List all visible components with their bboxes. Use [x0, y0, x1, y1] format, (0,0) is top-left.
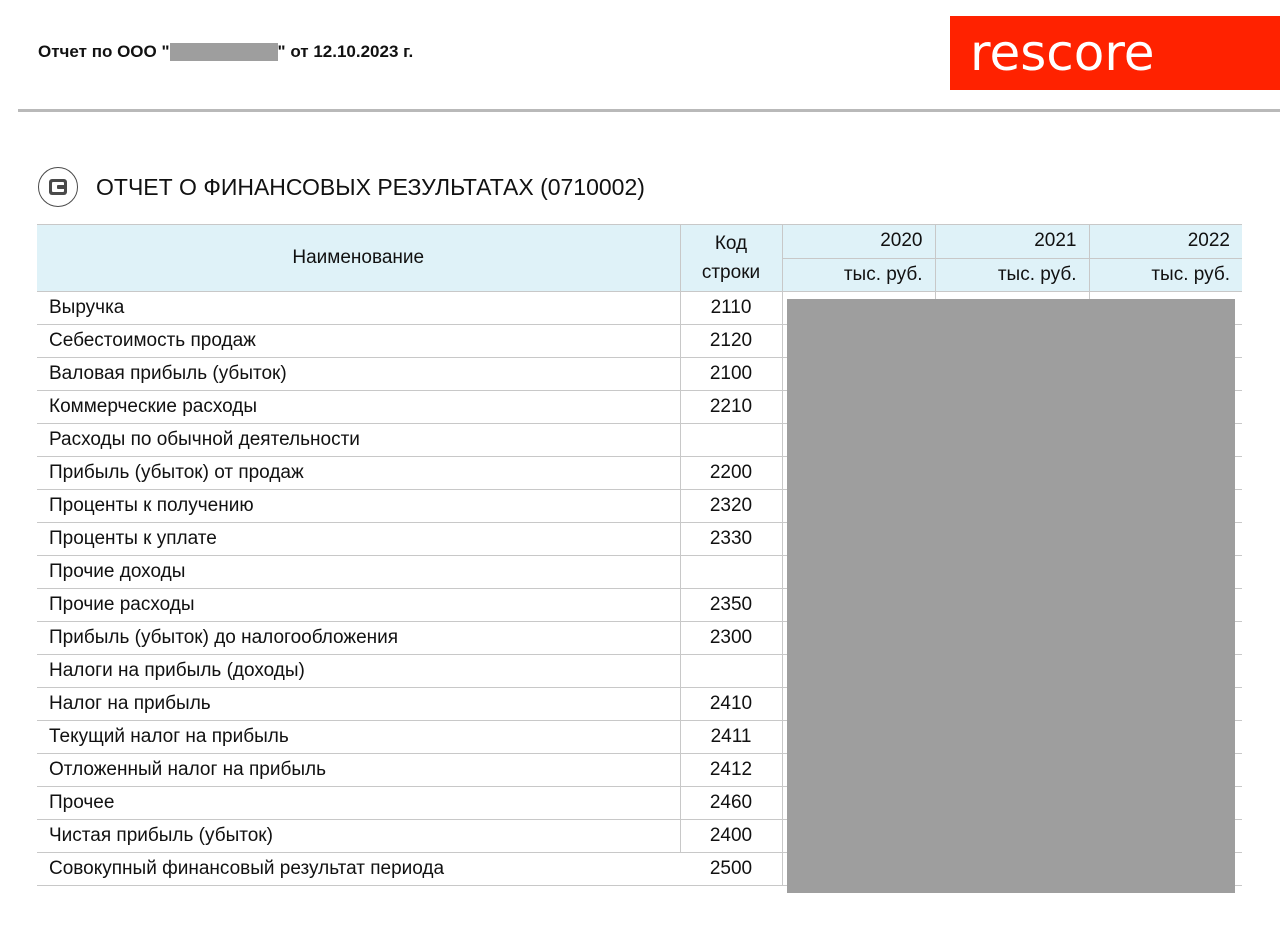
report-header-prefix: Отчет по ООО ": [38, 42, 170, 61]
row-name: Налог на прибыль: [37, 688, 680, 721]
row-code: 2400: [680, 820, 782, 853]
row-code: [680, 655, 782, 688]
row-name: Отложенный налог на прибыль: [37, 754, 680, 787]
row-name: Прибыль (убыток) до налогообложения: [37, 622, 680, 655]
row-name: Прибыль (убыток) от продаж: [37, 457, 680, 490]
column-header-year: 2022: [1089, 225, 1242, 259]
row-name: Текущий налог на прибыль: [37, 721, 680, 754]
column-header-unit: тыс. руб.: [935, 258, 1089, 292]
report-header-title: [38, 42, 413, 62]
redacted-values-block: [787, 299, 1235, 893]
row-code: 2210: [680, 391, 782, 424]
row-name: Выручка: [37, 292, 680, 325]
row-name: Валовая прибыль (убыток): [37, 358, 680, 391]
column-header-code-line2: строки: [701, 262, 761, 283]
header-divider: [18, 109, 1280, 112]
row-name: Коммерческие расходы: [37, 391, 680, 424]
row-name: Прочие расходы: [37, 589, 680, 622]
redacted-company-name: [170, 43, 278, 61]
row-code: 2200: [680, 457, 782, 490]
row-code: 2460: [680, 787, 782, 820]
column-header-unit: тыс. руб.: [1089, 258, 1242, 292]
column-header-year: 2021: [935, 225, 1089, 259]
row-name: Прочие доходы: [37, 556, 680, 589]
row-code: 2500: [680, 853, 782, 886]
row-code: 2410: [680, 688, 782, 721]
column-header-code: [680, 225, 782, 292]
row-name: Прочее: [37, 787, 680, 820]
row-code: 2350: [680, 589, 782, 622]
row-code: 2300: [680, 622, 782, 655]
row-name: Себестоимость продаж: [37, 325, 680, 358]
row-code: 2100: [680, 358, 782, 391]
row-code: 2411: [680, 721, 782, 754]
column-header-year: 2020: [782, 225, 935, 259]
row-code: 2330: [680, 523, 782, 556]
row-name: Расходы по обычной деятельности: [37, 424, 680, 457]
row-code: 2412: [680, 754, 782, 787]
row-code: 2120: [680, 325, 782, 358]
row-name: Совокупный финансовый результат периода: [37, 853, 680, 886]
column-header-unit: тыс. руб.: [782, 258, 935, 292]
row-name: Проценты к получению: [37, 490, 680, 523]
wallet-icon: [38, 167, 78, 207]
row-name: Проценты к уплате: [37, 523, 680, 556]
row-code: 2320: [680, 490, 782, 523]
row-name: Чистая прибыль (убыток): [37, 820, 680, 853]
column-header-code-line1: Код: [714, 233, 748, 254]
column-header-name: Наименование: [37, 225, 680, 292]
row-code: 2110: [680, 292, 782, 325]
row-code: [680, 424, 782, 457]
row-name: Налоги на прибыль (доходы): [37, 655, 680, 688]
section-title: ОТЧЕТ О ФИНАНСОВЫХ РЕЗУЛЬТАТАХ (0710002): [96, 174, 645, 200]
row-code: [680, 556, 782, 589]
report-header-suffix: " от 12.10.2023 г.: [277, 42, 414, 61]
rescore-logo: rescore: [950, 16, 1280, 90]
